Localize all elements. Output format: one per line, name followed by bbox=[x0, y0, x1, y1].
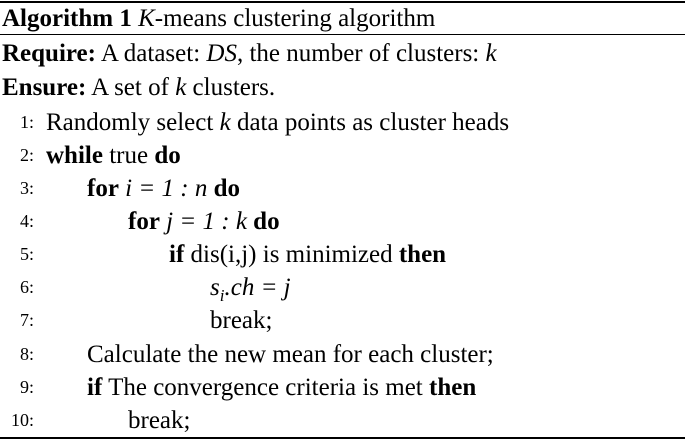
require-text-pre: A dataset: bbox=[100, 40, 207, 67]
keyword-if: if bbox=[169, 241, 185, 268]
line-number: 4: bbox=[19, 211, 34, 231]
line-number: 3: bbox=[19, 178, 34, 198]
line-3-math: i = 1 : n bbox=[125, 175, 208, 202]
require-text-mid: , the number of clusters: bbox=[236, 40, 486, 67]
line-1-text-post: data points as cluster heads bbox=[230, 109, 510, 136]
line-1-text-pre: Randomly select bbox=[46, 109, 220, 136]
line-10-text: break; bbox=[128, 407, 191, 434]
keyword-then: then bbox=[398, 241, 447, 268]
keyword-while: while bbox=[46, 142, 103, 169]
line-number: 1: bbox=[19, 112, 34, 132]
algorithm-caption bbox=[2, 4, 435, 34]
line-2-text: true bbox=[102, 142, 155, 169]
line-number: 9: bbox=[19, 377, 34, 397]
keyword-then: then bbox=[429, 374, 477, 401]
line-number: 7: bbox=[19, 310, 34, 330]
line-9-text: The convergence criteria is met bbox=[102, 374, 429, 401]
line-5-text: dis(i,j) is minimized bbox=[184, 241, 399, 268]
line-6-math-rest: .ch = j bbox=[224, 274, 291, 301]
require-math-ds: DS bbox=[206, 40, 237, 67]
caption-math-k: K bbox=[138, 5, 155, 32]
caption-label: Algorithm 1 bbox=[2, 5, 132, 32]
line-1-math-k: k bbox=[219, 109, 231, 136]
ensure-math-k: k bbox=[175, 74, 187, 101]
keyword-for: for bbox=[128, 208, 160, 235]
ensure-text-post: clusters. bbox=[186, 74, 276, 101]
line-number: 10: bbox=[10, 410, 34, 430]
ensure-keyword: Ensure: bbox=[2, 74, 87, 101]
require-keyword: Require: bbox=[2, 40, 96, 67]
line-6-math-s: s bbox=[210, 274, 220, 301]
keyword-if: if bbox=[87, 374, 103, 401]
line-6-math-sub: i bbox=[219, 286, 225, 305]
line-7-text: break; bbox=[210, 307, 273, 334]
bottom-rule bbox=[0, 437, 685, 439]
caption-rule bbox=[0, 34, 685, 35]
keyword-for: for bbox=[87, 175, 119, 202]
keyword-do: do bbox=[154, 142, 181, 169]
line-number: 2: bbox=[19, 145, 34, 165]
line-number: 6: bbox=[19, 277, 34, 297]
line-4-math: j = 1 : k bbox=[166, 208, 247, 235]
line-number: 8: bbox=[19, 344, 34, 364]
keyword-do: do bbox=[253, 208, 280, 235]
line-number: 5: bbox=[19, 244, 34, 264]
ensure-text-pre: A set of bbox=[91, 74, 176, 101]
keyword-do: do bbox=[213, 175, 240, 202]
require-math-k: k bbox=[485, 40, 497, 67]
line-8-text: Calculate the new mean for each cluster; bbox=[87, 341, 494, 368]
caption-title: -means clustering algorithm bbox=[154, 5, 436, 32]
top-rule bbox=[0, 1, 685, 3]
